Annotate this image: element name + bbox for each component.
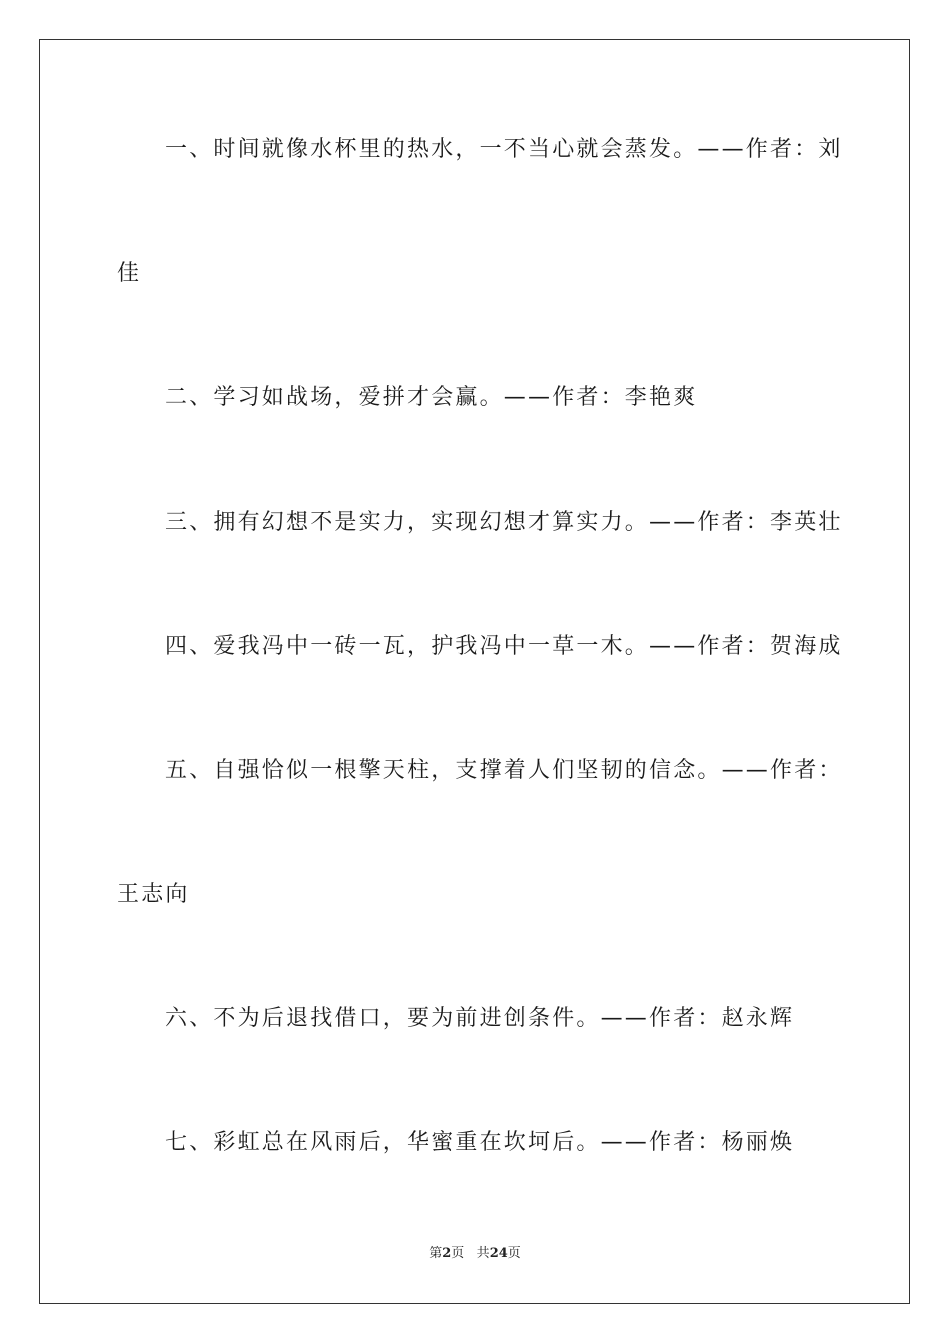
quote-1-line-2: 佳 (117, 261, 142, 286)
quote-5-line-2: 王志向 (117, 882, 190, 907)
total-pages: 24 (489, 1246, 508, 1261)
page-prefix: 第 (429, 1246, 443, 1261)
quote-2: 二、学习如战场，爱拼才会赢。——作者：李艳爽 (165, 385, 698, 410)
quote-4: 四、爱我冯中一砖一瓦，护我冯中一草一木。——作者：贺海成 (165, 634, 843, 659)
total-prefix: 共 (476, 1246, 490, 1261)
page-footer (0, 1245, 950, 1263)
page-number: 2 (442, 1246, 452, 1261)
quote-7: 七、彩虹总在风雨后，华蜜重在坎坷后。——作者：杨丽焕 (165, 1130, 795, 1155)
total-suffix: 页 (507, 1246, 521, 1261)
quote-6: 六、不为后退找借口，要为前进创条件。——作者：赵永辉 (165, 1006, 795, 1031)
quote-5-line-1: 五、自强恰似一根擎天柱，支撑着人们坚韧的信念。——作者： (165, 758, 843, 783)
quote-1-line-1: 一、时间就像水杯里的热水，一不当心就会蒸发。——作者：刘 (165, 137, 843, 162)
quote-3: 三、拥有幻想不是实力，实现幻想才算实力。——作者：李英壮 (165, 510, 843, 535)
page-suffix: 页 (451, 1246, 465, 1261)
page-border (39, 39, 910, 1304)
